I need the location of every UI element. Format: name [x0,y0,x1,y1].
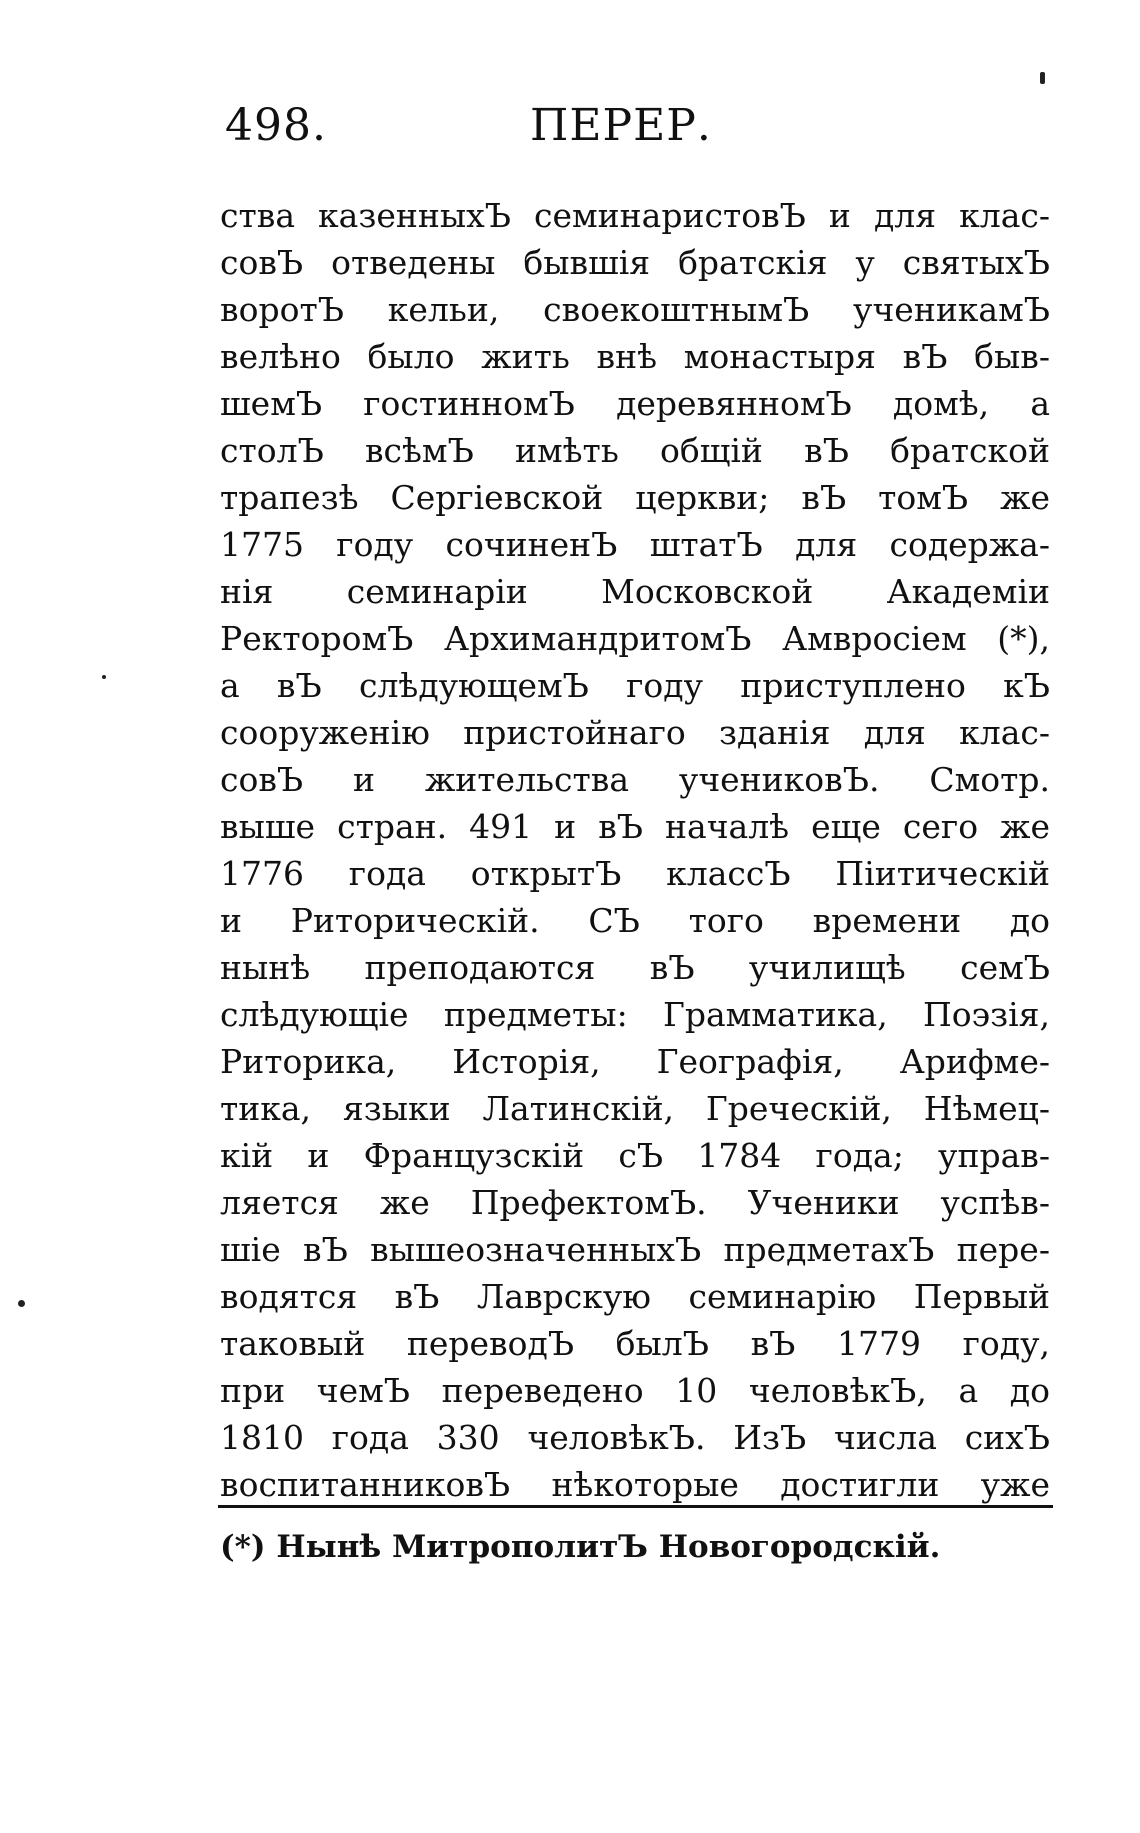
text-line: сооруженію пристойнаго зданія для клас- [220,713,1050,752]
text-line: 1775 году сочиненЪ штатЪ для содержа- [220,525,1050,564]
scan-speck [1040,72,1045,84]
text-line: столЪ всѣмЪ имѣть общій вЪ братской [220,431,1050,470]
text-line: совЪ отведены бывшія братскія у святыхЪ [220,243,1050,282]
text-line: 1810 года 330 человѣкЪ. ИзЪ числа сихЪ [220,1418,1050,1457]
text-line: кій и Французскій сЪ 1784 года; управ- [220,1136,1050,1175]
text-line: Риторика, Исторія, Географія, Арифме- [220,1042,1050,1081]
text-line: шемЪ гостинномЪ деревянномЪ домѣ, а [220,384,1050,423]
text-line: при чемЪ переведено 10 человѣкЪ, а до [220,1371,1050,1410]
text-line: нынѣ преподаются вЪ училищѣ семЪ [220,948,1050,987]
text-line: 1776 года открытЪ классЪ Піитическій [220,854,1050,893]
text-line: воспитанниковЪ нѣкоторые достигли уже [220,1465,1050,1504]
text-line: нія семинаріи Московской Академіи [220,572,1050,611]
scan-speck [102,675,106,679]
text-line: тика, языки Латинскій, Греческій, Нѣмец- [220,1089,1050,1128]
footnote-rule [218,1505,1053,1508]
text-line: слѣдующіе предметы: Грамматика, Поэзія, [220,995,1050,1034]
text-line: а вЪ слѣдующемЪ году приступлено кЪ [220,666,1050,705]
running-head: ПЕРЕР. [530,100,712,151]
body-text [220,192,1050,1508]
text-line: ства казенныхЪ семинаристовЪ и для клас- [220,196,1050,235]
text-line: трапезѣ Сергіевской церкви; вЪ томЪ же [220,478,1050,517]
page-header [0,100,1140,170]
text-line: велѣно было жить внѣ монастыря вЪ быв- [220,337,1050,376]
text-line: воротЪ кельи, своекоштнымЪ ученикамЪ [220,290,1050,329]
scan-speck [18,1300,25,1307]
text-line: выше стран. 491 и вЪ началѣ еще сего же [220,807,1050,846]
footnote: (*) Нынѣ МитрополитЪ Новогородскій. [220,1529,941,1565]
text-line: совЪ и жительства учениковЪ. Смотр. [220,760,1050,799]
text-line: ляется же ПрефектомЪ. Ученики успѣв- [220,1183,1050,1222]
text-line: водятся вЪ Лаврскую семинарію Первый [220,1277,1050,1316]
text-line: шіе вЪ вышеозначенныхЪ предметахЪ пере- [220,1230,1050,1269]
text-line: РекторомЪ АрхимандритомЪ Амвросіем (*), [220,619,1050,658]
text-line: таковый переводЪ былЪ вЪ 1779 году, [220,1324,1050,1363]
text-line: и Риторическій. СЪ того времени до [220,901,1050,940]
page-number: 498. [225,100,327,151]
